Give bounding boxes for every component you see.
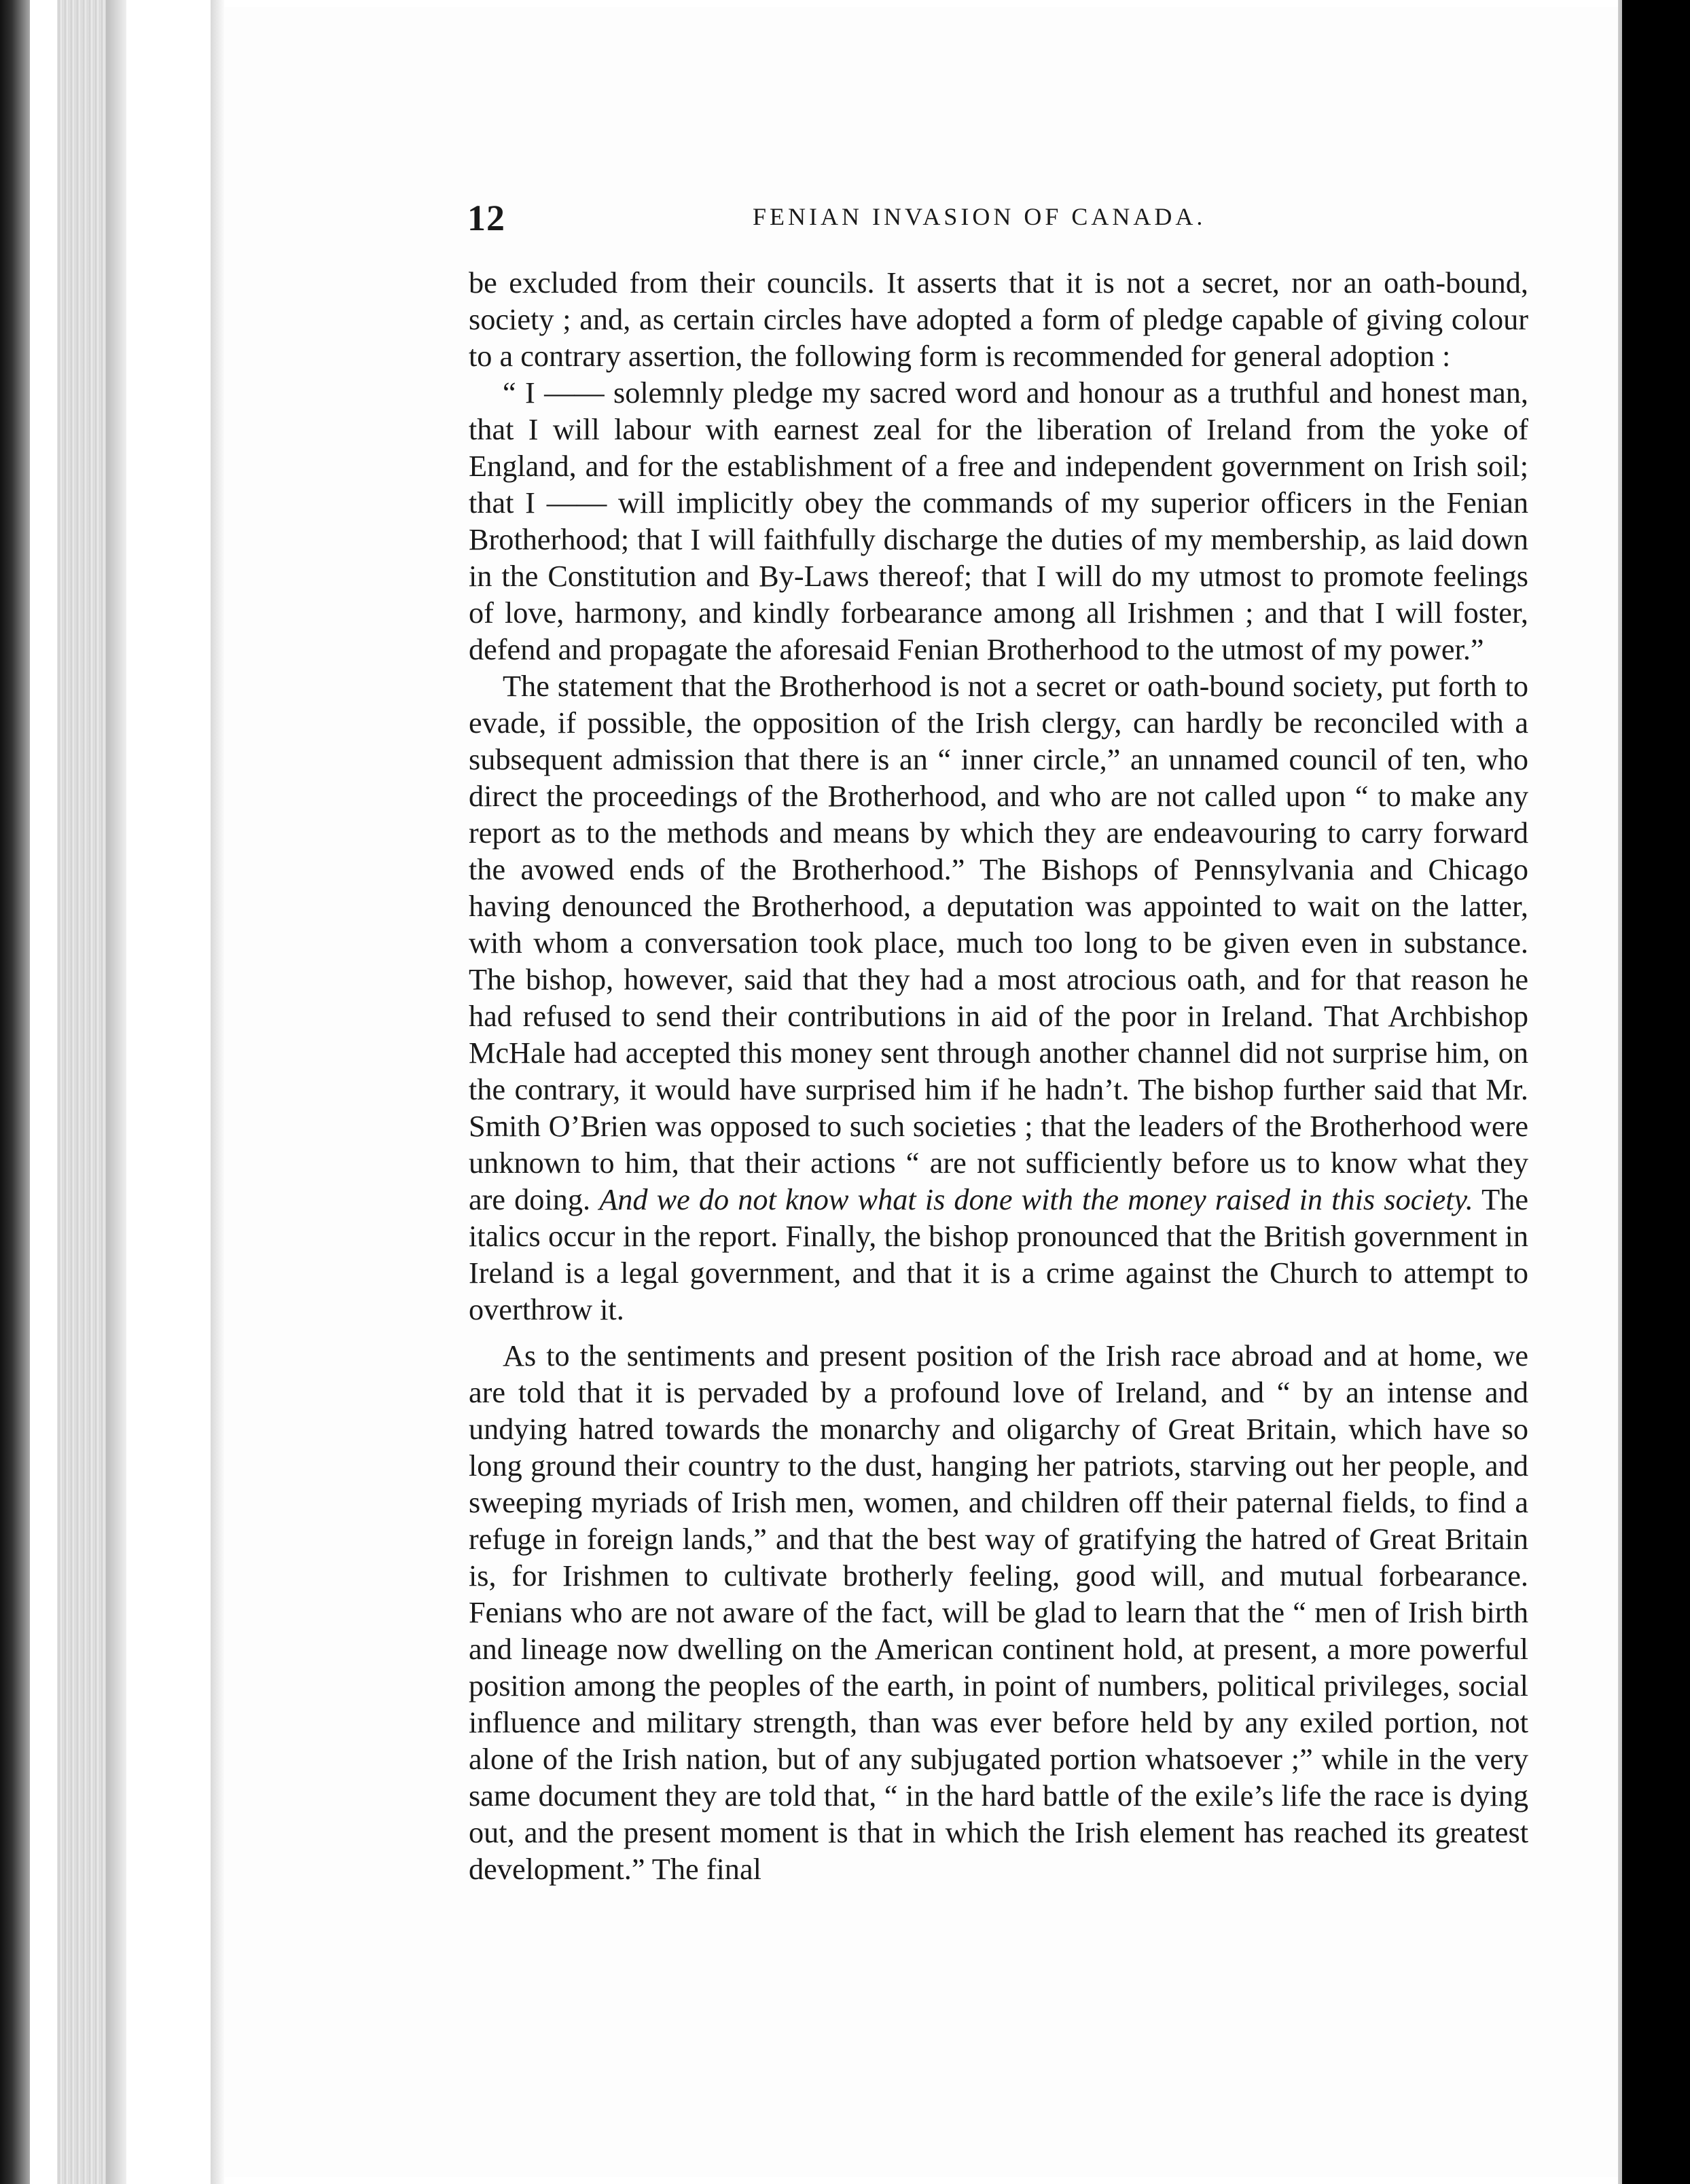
paragraph: be excluded from their councils. It asserts that it is not a secret, nor an oath-bound, society ; and, as certain circles have adopted a form of pledge capable of giving colour to a contrary assertion, the following form is recommended for general adoption : — [469, 266, 1528, 373]
paragraph: As to the sentiments and present position of the Irish race abroad and at home, we are told that it is pervaded by a profound love of Ireland, and “ by an intense and undying hatred towards the monarchy and oligarchy of Great Britain, which have so long ground their country to the dust, hanging her patriots, starving out her people, and sweeping myriads of Irish men, women, and children off their paternal fields, to find a refuge in foreign lands,” and that the best way of gratifying the hatred of Great Britain is, for Irishmen to cultivate brotherly feeling, good will, and mutual forbearance. Fenians who are not aware of the fact, will be glad to learn that the “ men of Irish birth and lineage now dwelling on the American continent hold, at present, a more powerful position among the peoples of the earth, in point of numbers, political privileges, social influence and military strength, than was ever before held by any exiled portion, not alone of the Irish nation, but of any subjugated portion whatsoever ;” while in the very same document they are told that, “ in the hard battle of the exile’s life the race is dying out, and the present moment is that in which the Irish element has reached its greatest development.” The final — [469, 1339, 1528, 1886]
running-title: FENIAN INVASION OF CANADA. — [753, 203, 1206, 230]
book-spine-edge — [106, 0, 126, 2184]
paragraph-text: The statement that the Brotherhood is not a secret or oath-bound society, put forth to evade, if possible, the opposition of the Irish clergy, can hardly be reconciled with a subsequent admission that there is an “ inner circle,” an unnamed council of ten, who direct the proceedings of the Brotherhood, and who are not called upon “ to make any report as to the methods and means by which they are endeavouring to carry forward the avowed ends of the Brotherhood.” The Bishops of Pennsylvania and Chicago having denounced the Brotherhood, a deputation was appointed to wait on the latter, with whom a conversation took place, much too long to be given even in substance. The bishop, however, said that they had a most atrocious oath, and for that reason he had refused to send their contributions in aid of the poor in Ireland. That Archbishop McHale had accepted this money sent through another channel did not surprise him, on the contrary, it would have surprised him if he hadn’t. The bishop further said that Mr. Smith O’Brien was opposed to such societies ; that the leaders of the Brotherhood were unknown to him, that their actions “ are not sufficiently before us to know what they are doing. — [469, 670, 1528, 1216]
pledge-quote: “ I —— solemnly pledge my sacred word and honour as a truthful and honest man, that I will labour with earnest zeal for the liberation of Ireland from the yoke of England, and for the establishment of a free and independent government on Irish soil; that I —— will implicitly obey the commands of my superior officers in the Fenian Brotherhood; that I will faithfully discharge the duties of my membership, as laid down in the Constitution and By-Laws thereof; that I will do my utmost to promote feelings of love, harmony, and kindly forbearance among all Irishmen ; and that I will foster, defend and propagate the aforesaid Fenian Brotherhood to the utmost of my power.” — [469, 376, 1528, 666]
body-text — [469, 265, 1528, 1888]
paragraph — [469, 668, 1528, 1328]
italic-quote: And we do not know what is done with the money raised in this society. — [599, 1183, 1473, 1216]
running-head — [467, 197, 1527, 238]
paragraph-text: The italics occur in the report. Finally, the bishop pronounced that the British government in Ireland is a legal government, and that it is a crime against the Church to attempt to overthrow it. — [469, 1183, 1529, 1326]
scan-left-shadow — [0, 0, 30, 2184]
page-number: 12 — [467, 198, 505, 238]
page-inner-shadow — [211, 0, 224, 2184]
book-spine-strip — [57, 0, 106, 2184]
scan-right-border — [1622, 0, 1690, 2184]
